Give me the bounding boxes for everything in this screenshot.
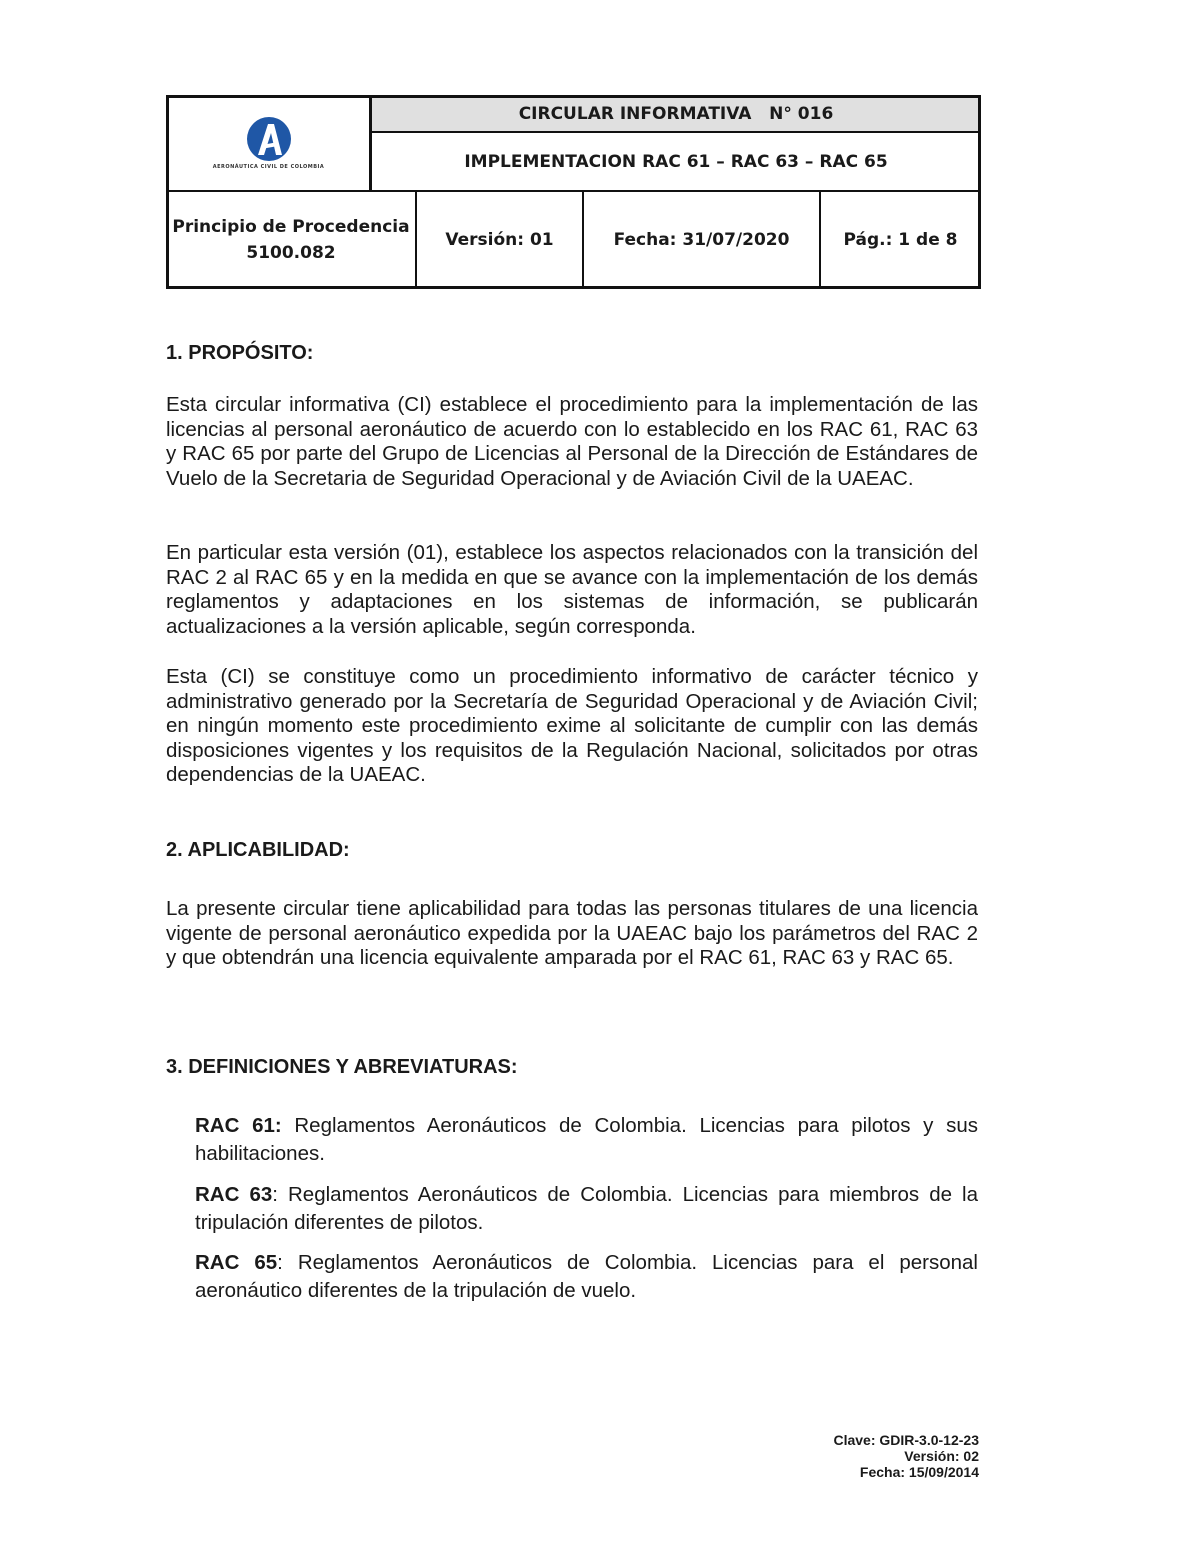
section-heading-definitions: 3. DEFINICIONES Y ABREVIATURAS: (166, 1056, 518, 1078)
definition-item (195, 1112, 978, 1168)
section-heading-applicability: 2. APLICABILIDAD: (166, 839, 350, 861)
table-divider (819, 191, 821, 289)
page-number-cell: Pág.: 1 de 8 (843, 230, 958, 250)
circular-title: CIRCULAR INFORMATIVA N° 016 (371, 95, 981, 132)
definition-term: RAC 63 (195, 1183, 273, 1206)
document-header-table (166, 95, 981, 289)
purpose-paragraph-3: Esta (CI) se constituye como un procedimiento informativo de carácter técnico y administrativo generado por la Secretaría de Seguridad Operacional y de Aviación Civil; en ningún momento este procedimiento exime al solicitante de cumplir con las demás disposiciones vigentes y los requisitos de la Regulación Nacional, solicitados por otras dependencias de la UAEAC. (166, 665, 978, 787)
applicability-paragraph: La presente circular tiene aplicabilidad para todas las personas titulares de una licencia vigente de personal aeronáutico expedida por la UAEAC bajo los parámetros del RAC 2 y que obtendrán una licencia equivalente amparada por el RAC 61, RAC 63 y RAC 65. (166, 897, 978, 970)
table-frame (166, 95, 981, 289)
footer-version: Versión: 02 (904, 1448, 979, 1464)
table-divider (371, 131, 981, 133)
definition-item (195, 1181, 978, 1237)
table-divider (369, 95, 372, 192)
date-cell: Fecha: 31/07/2020 (613, 230, 790, 250)
definition-item (195, 1249, 978, 1305)
version-cell: Versión: 01 (445, 230, 554, 250)
table-divider (582, 191, 584, 289)
document-footer (833, 1432, 979, 1480)
definition-text: : Reglamentos Aeronáuticos de Colombia. Licencias para el personal aeronáutico diferentes de la tripulación de vuelo. (195, 1251, 978, 1302)
procedencia-label: Principio de Procedencia (172, 217, 410, 237)
definition-term: RAC 65 (195, 1251, 278, 1274)
circular-subtitle: IMPLEMENTACION RAC 61 – RAC 63 – RAC 65 (464, 151, 888, 172)
purpose-paragraph-1: Esta circular informativa (CI) establece el procedimiento para la implementación de las licencias al personal aeronáutico de acuerdo con lo establecido en los RAC 61, RAC 63 y RAC 65 por parte del Grupo de Licencias al Personal de la Dirección de Estándares de Vuelo de la Secretaria de Seguridad Operacional y de Aviación Civil de la UAEAC. (166, 393, 978, 490)
table-divider (166, 190, 981, 192)
definition-text: Reglamentos Aeronáuticos de Colombia. Licencias para pilotos y sus habilitaciones. (195, 1114, 978, 1165)
procedencia-code: 5100.082 (246, 243, 336, 263)
definition-term: RAC 61: (195, 1114, 282, 1137)
footer-fecha: Fecha: 15/09/2014 (859, 1464, 979, 1480)
table-divider (415, 191, 417, 289)
section-heading-purpose: 1. PROPÓSITO: (166, 342, 314, 364)
definition-text: : Reglamentos Aeronáuticos de Colombia. Licencias para miembros de la tripulación diferentes de pilotos. (195, 1183, 978, 1234)
footer-clave: Clave: GDIR-3.0-12-23 (833, 1432, 979, 1448)
logo-org-name: AERONÁUTICA CIVIL DE COLOMBIA (212, 164, 325, 170)
purpose-paragraph-2: En particular esta versión (01), establece los aspectos relacionados con la transición del RAC 2 al RAC 65 y en la medida en que se avance con la implementación de los demás reglamentos y adaptaciones en los sistemas de información, se publicarán actualizaciones a la versión aplicable, según corresponda. (166, 541, 978, 638)
